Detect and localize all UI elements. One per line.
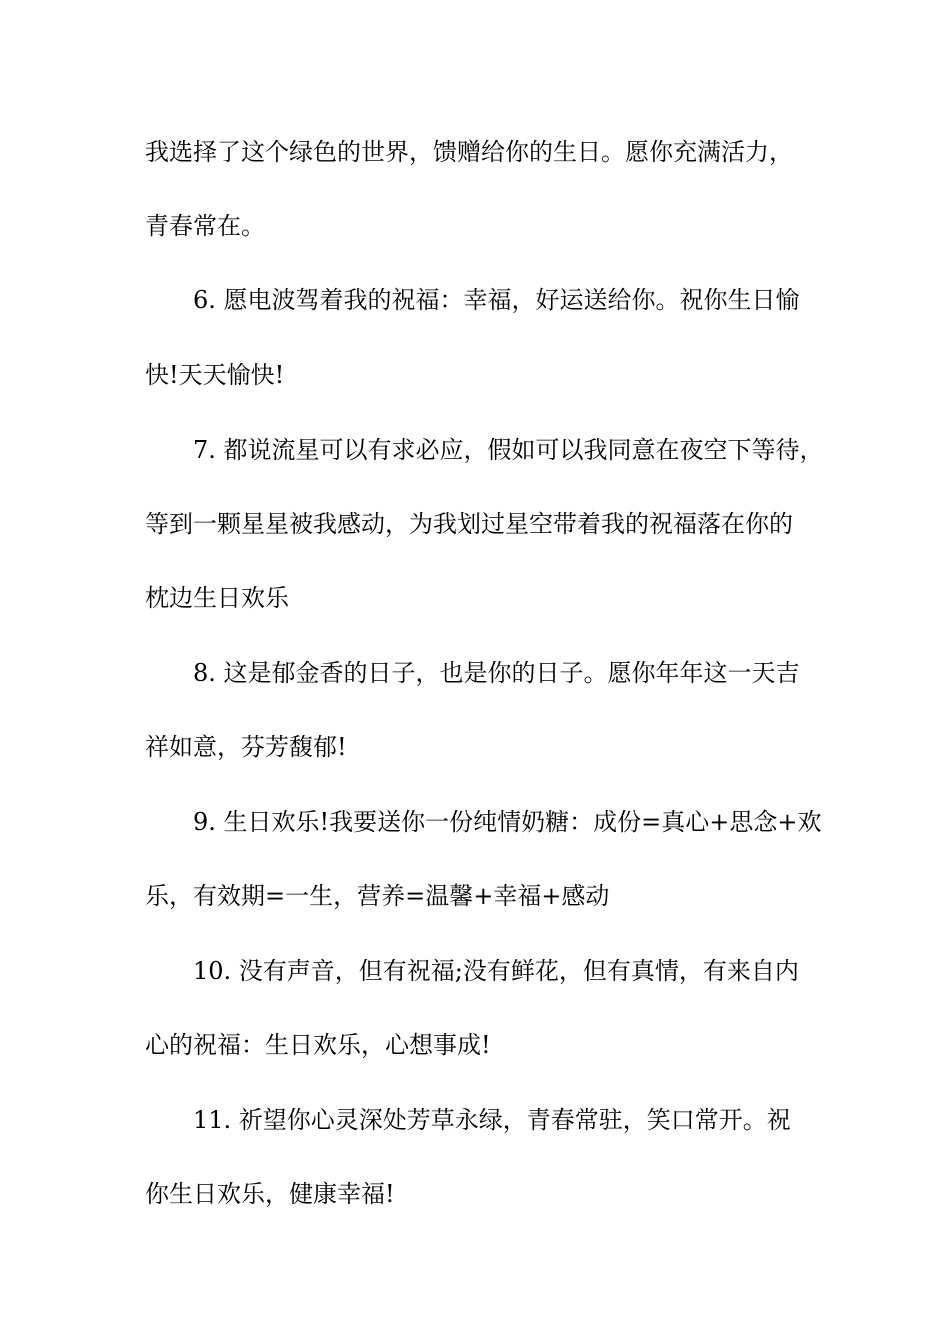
- list-item-6-line: 6. 愿电波驾着我的祝福：幸福，好运送给你。祝你生日愉: [193, 286, 800, 314]
- text-line: 乐，有效期=一生，营养=温馨+幸福+感动: [145, 882, 610, 910]
- text-line: 祥如意，芬芳馥郁!: [145, 733, 347, 761]
- text-line: 枕边生日欢乐: [145, 584, 289, 612]
- list-item-9-line: 9. 生日欢乐!我要送你一份纯情奶糖：成份=真心+思念+欢: [193, 808, 822, 836]
- text-line: 快!天天愉快!: [145, 361, 285, 389]
- text-line: 青春常在。: [145, 212, 265, 240]
- list-item-7-line: 7. 都说流星可以有求必应，假如可以我同意在夜空下等待，: [193, 436, 824, 464]
- list-item-10-line: 10. 没有声音，但有祝福;没有鲜花，但有真情，有来自内: [193, 957, 799, 985]
- text-line: 你生日欢乐，健康幸福!: [145, 1180, 395, 1208]
- text-line: 我选择了这个绿色的世界，馈赠给你的生日。愿你充满活力，: [145, 138, 793, 166]
- list-item-8-line: 8. 这是郁金香的日子，也是你的日子。愿你年年这一天吉: [193, 659, 800, 687]
- list-item-11-line: 11. 祈望你心灵深处芳草永绿，青春常驻，笑口常开。祝: [193, 1106, 791, 1134]
- text-line: 心的祝福：生日欢乐，心想事成!: [145, 1031, 491, 1059]
- text-line: 等到一颗星星被我感动，为我划过星空带着我的祝福落在你的: [145, 510, 793, 538]
